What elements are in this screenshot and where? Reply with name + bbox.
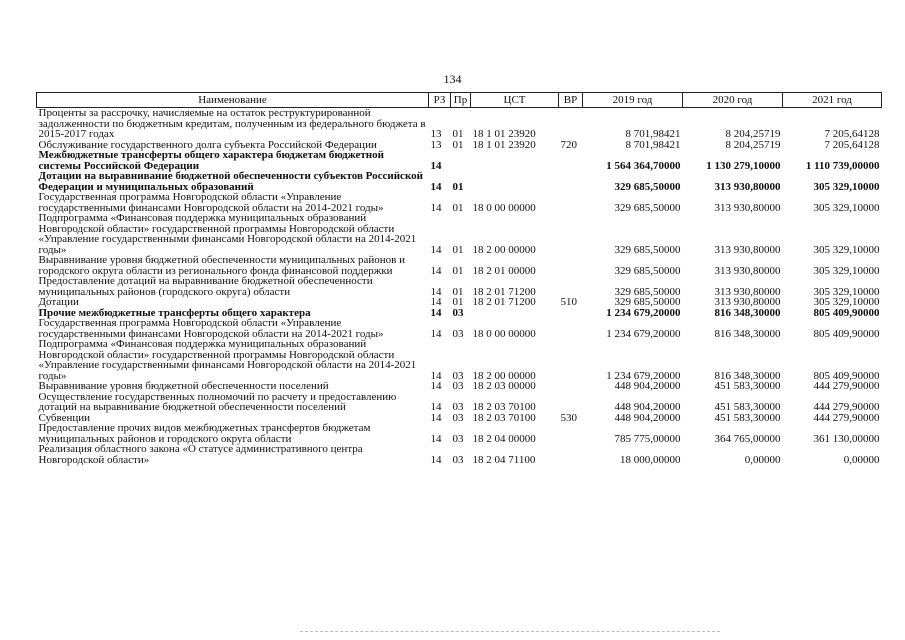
cell-pr: 01 <box>452 180 464 193</box>
cell-2019: 1 564 364,70000 <box>606 159 681 172</box>
cell-2020: 313 930,80000 <box>714 285 781 298</box>
cell-2021: 305 329,10000 <box>813 296 880 308</box>
cell-2021: 1 110 739,00000 <box>805 159 880 172</box>
table-row <box>37 171 882 192</box>
cell-name: Реализация областного закона «О статусе административного центра Новгородской области» <box>38 443 363 466</box>
cell-2021: 0,00000 <box>843 453 880 466</box>
cell-2020: 8 204,25719 <box>725 138 781 151</box>
cell-2021: 305 329,10000 <box>813 180 880 193</box>
cell-rz: 14 <box>430 369 442 382</box>
cell-2019: 329 685,50000 <box>614 243 681 256</box>
cell-2019: 1 234 679,20000 <box>606 327 681 340</box>
cell-cst: 18 1 01 23920 <box>472 128 536 140</box>
table-row <box>37 423 882 444</box>
cell-2021: 444 279,90000 <box>813 401 880 413</box>
cell-rz: 14 <box>430 180 442 193</box>
table-header-row <box>37 93 882 108</box>
cell-pr: 03 <box>452 327 464 340</box>
budget-table <box>36 92 882 465</box>
cell-cst: 18 2 03 70100 <box>472 411 536 424</box>
cell-2019: 785 775,00000 <box>614 432 681 445</box>
cell-rz: 14 <box>430 159 442 172</box>
table-row <box>37 297 882 308</box>
cell-rz: 14 <box>430 380 442 392</box>
cell-2020: 451 583,30000 <box>714 401 781 413</box>
cell-vr <box>559 392 583 413</box>
table-row <box>37 276 882 297</box>
cell-2020: 8 204,25719 <box>725 128 781 140</box>
cell-rz: 13 <box>430 128 442 140</box>
header-rz: РЗ <box>429 93 451 108</box>
cell-2021: 7 205,64128 <box>824 128 880 140</box>
header-2021: 2021 год <box>783 93 882 108</box>
cell-2021: 305 329,10000 <box>813 243 880 256</box>
cell-2019: 329 685,50000 <box>614 296 681 308</box>
cell-cst <box>471 308 559 319</box>
header-vr: ВР <box>559 93 583 108</box>
table-row <box>37 381 882 392</box>
cell-name: Выравнивание уровня бюджетной обеспеченности муниципальных районов и городского округа области из регионального фонда финансовой поддержки <box>38 254 405 277</box>
cell-2020: 313 930,80000 <box>714 243 781 256</box>
cell-2020: 816 348,30000 <box>714 327 781 340</box>
cell-vr <box>559 213 583 255</box>
cell-vr <box>559 308 583 319</box>
header-2020: 2020 год <box>683 93 783 108</box>
cell-pr: 03 <box>452 432 464 445</box>
cell-vr: 530 <box>560 411 577 424</box>
cell-2020: 313 930,80000 <box>714 201 781 214</box>
cell-vr <box>559 318 583 339</box>
cell-2020: 816 348,30000 <box>714 306 781 319</box>
cell-vr <box>559 276 583 297</box>
cell-name: Межбюджетные трансферты общего характера бюджетам бюджетной системы Российской Федерации <box>38 149 384 172</box>
table-row <box>37 255 882 276</box>
cell-2021: 361 130,00000 <box>813 432 880 445</box>
cell-2020: 313 930,80000 <box>714 180 781 193</box>
cell-2019: 329 685,50000 <box>614 264 681 277</box>
cell-pr: 01 <box>452 296 464 308</box>
cell-name: Дотации <box>38 296 79 308</box>
cell-2021: 805 409,90000 <box>813 369 880 382</box>
cell-cst: 18 2 03 00000 <box>472 380 536 392</box>
header-cst: ЦСТ <box>471 93 559 108</box>
table-row <box>37 108 882 140</box>
cell-rz: 14 <box>430 327 442 340</box>
table-row <box>37 339 882 381</box>
cell-rz: 14 <box>430 432 442 445</box>
table-row <box>37 392 882 413</box>
cell-rz: 14 <box>430 453 442 466</box>
cell-2021: 305 329,10000 <box>813 264 880 277</box>
cell-vr: 720 <box>560 138 577 151</box>
cell-name: Обслуживание государственного долга субъекта Российской Федерации <box>38 138 377 151</box>
cell-2021: 805 409,90000 <box>813 327 880 340</box>
cell-2019: 8 701,98421 <box>625 138 681 151</box>
table-row <box>37 444 882 465</box>
cell-vr <box>559 423 583 444</box>
cell-vr <box>559 381 583 392</box>
cell-cst: 18 0 00 00000 <box>472 201 536 214</box>
cell-vr <box>559 339 583 381</box>
cell-pr: 03 <box>452 401 464 413</box>
header-2019: 2019 год <box>583 93 683 108</box>
cell-cst: 18 1 01 23920 <box>472 138 536 151</box>
cell-2019: 448 904,20000 <box>614 401 681 413</box>
scan-artifact <box>300 631 720 634</box>
cell-vr <box>559 108 583 140</box>
cell-2021: 305 329,10000 <box>813 285 880 298</box>
cell-pr: 01 <box>452 264 464 277</box>
table-body <box>37 108 882 466</box>
cell-pr: 01 <box>452 285 464 298</box>
header-pr: Пр <box>451 93 471 108</box>
cell-2020: 313 930,80000 <box>714 296 781 308</box>
cell-name: Подпрограмма «Финансовая поддержка муниципальных образований Новгородской области» государственной программы Новгородской области «Управление государственными финансами Новгородской области на 2014-2021 годы» <box>38 338 417 382</box>
cell-pr: 01 <box>452 243 464 256</box>
cell-2020: 451 583,30000 <box>714 380 781 392</box>
cell-cst: 18 2 04 00000 <box>472 432 536 445</box>
cell-2019: 329 685,50000 <box>614 285 681 298</box>
cell-cst: 18 2 03 70100 <box>472 401 536 413</box>
table-row <box>37 318 882 339</box>
cell-vr <box>559 255 583 276</box>
cell-rz: 14 <box>430 264 442 277</box>
cell-vr <box>559 192 583 213</box>
cell-pr: 03 <box>452 453 464 466</box>
cell-vr: 510 <box>560 296 577 308</box>
cell-pr: 01 <box>452 138 464 151</box>
page-number: 134 <box>443 72 462 86</box>
cell-name: Проценты за рассрочку, начисляемые на остаток реструктурированной задолженности по бюджетным кредитам, полученным из федерального бюджета в 2015-2017 годах <box>38 107 426 140</box>
table-row <box>37 192 882 213</box>
cell-rz: 14 <box>430 243 442 256</box>
cell-pr: 01 <box>452 128 464 140</box>
cell-name: Осуществление государственных полномочий по расчету и предоставлению дотаций на выравнивание бюджетной обеспеченности поселений <box>38 390 397 413</box>
cell-cst: 18 2 01 00000 <box>472 264 536 277</box>
cell-cst: 18 2 00 00000 <box>472 243 536 256</box>
cell-2020: 0,00000 <box>744 453 781 466</box>
cell-rz: 14 <box>430 285 442 298</box>
cell-2020: 1 130 279,10000 <box>706 159 781 172</box>
cell-name: Государственная программа Новгородской области «Управление государственными финансами Новгородской области на 2014-2021 годы» <box>38 191 384 214</box>
cell-2019: 329 685,50000 <box>614 180 681 193</box>
cell-rz: 14 <box>430 411 442 424</box>
cell-pr: 03 <box>452 380 464 392</box>
cell-pr: 01 <box>452 201 464 214</box>
cell-pr: 03 <box>452 411 464 424</box>
cell-cst <box>471 150 559 171</box>
cell-rz: 14 <box>430 201 442 214</box>
table-row <box>37 150 882 171</box>
cell-pr: 03 <box>452 369 464 382</box>
header-name: Наименование <box>37 93 429 108</box>
cell-2019: 18 000,00000 <box>620 453 681 466</box>
cell-name: Выравнивание уровня бюджетной обеспеченности поселений <box>38 380 329 392</box>
cell-cst: 18 0 00 00000 <box>472 327 536 340</box>
cell-name: Подпрограмма «Финансовая поддержка муниципальных образований Новгородской области» государственной программы Новгородской области «Управление государственными финансами Новгородской области на 2014-2021 годы» <box>38 212 417 256</box>
cell-cst: 18 2 04 71100 <box>472 453 536 466</box>
cell-2019: 448 904,20000 <box>614 380 681 392</box>
table-row <box>37 213 882 255</box>
cell-name: Предоставление прочих видов межбюджетных трансфертов бюджетам муниципальных районов и городского округа области <box>38 422 371 445</box>
cell-2020: 364 765,00000 <box>714 432 781 445</box>
cell-vr <box>559 150 583 171</box>
cell-rz: 14 <box>430 306 442 319</box>
cell-pr: 03 <box>452 306 464 319</box>
cell-name: Предоставление дотаций на выравнивание бюджетной обеспеченности муниципальных районов (городского округа) области <box>38 275 373 298</box>
cell-2021: 7 205,64128 <box>824 138 880 151</box>
cell-2019: 1 234 679,20000 <box>606 306 681 319</box>
cell-2019: 448 904,20000 <box>614 411 681 424</box>
cell-2020: 816 348,30000 <box>714 369 781 382</box>
cell-name: Прочие межбюджетные трансферты общего характера <box>38 306 311 319</box>
cell-2021: 305 329,10000 <box>813 201 880 214</box>
cell-rz: 14 <box>430 296 442 308</box>
cell-cst: 18 2 00 00000 <box>472 369 536 382</box>
cell-2020: 451 583,30000 <box>714 411 781 424</box>
cell-vr <box>559 171 583 192</box>
cell-2019: 329 685,50000 <box>614 201 681 214</box>
cell-cst: 18 2 01 71200 <box>472 285 536 298</box>
cell-2021: 805 409,90000 <box>813 306 880 319</box>
cell-cst: 18 2 01 71200 <box>472 296 536 308</box>
cell-2020: 313 930,80000 <box>714 264 781 277</box>
cell-2021: 444 279,90000 <box>813 380 880 392</box>
cell-name: Субвенции <box>38 411 91 424</box>
cell-2021: 444 279,90000 <box>813 411 880 424</box>
cell-vr <box>559 444 583 465</box>
cell-cst <box>471 171 559 192</box>
cell-pr <box>451 150 471 171</box>
cell-2019: 8 701,98421 <box>625 128 681 140</box>
cell-rz: 14 <box>430 401 442 413</box>
cell-2019: 1 234 679,20000 <box>606 369 681 382</box>
cell-name: Дотации на выравнивание бюджетной обеспеченности субъектов Российской Федерации и муниципальных образований <box>38 170 423 193</box>
cell-name: Государственная программа Новгородской области «Управление государственными финансами Новгородской области на 2014-2021 годы» <box>38 317 384 340</box>
cell-rz: 13 <box>430 138 442 151</box>
